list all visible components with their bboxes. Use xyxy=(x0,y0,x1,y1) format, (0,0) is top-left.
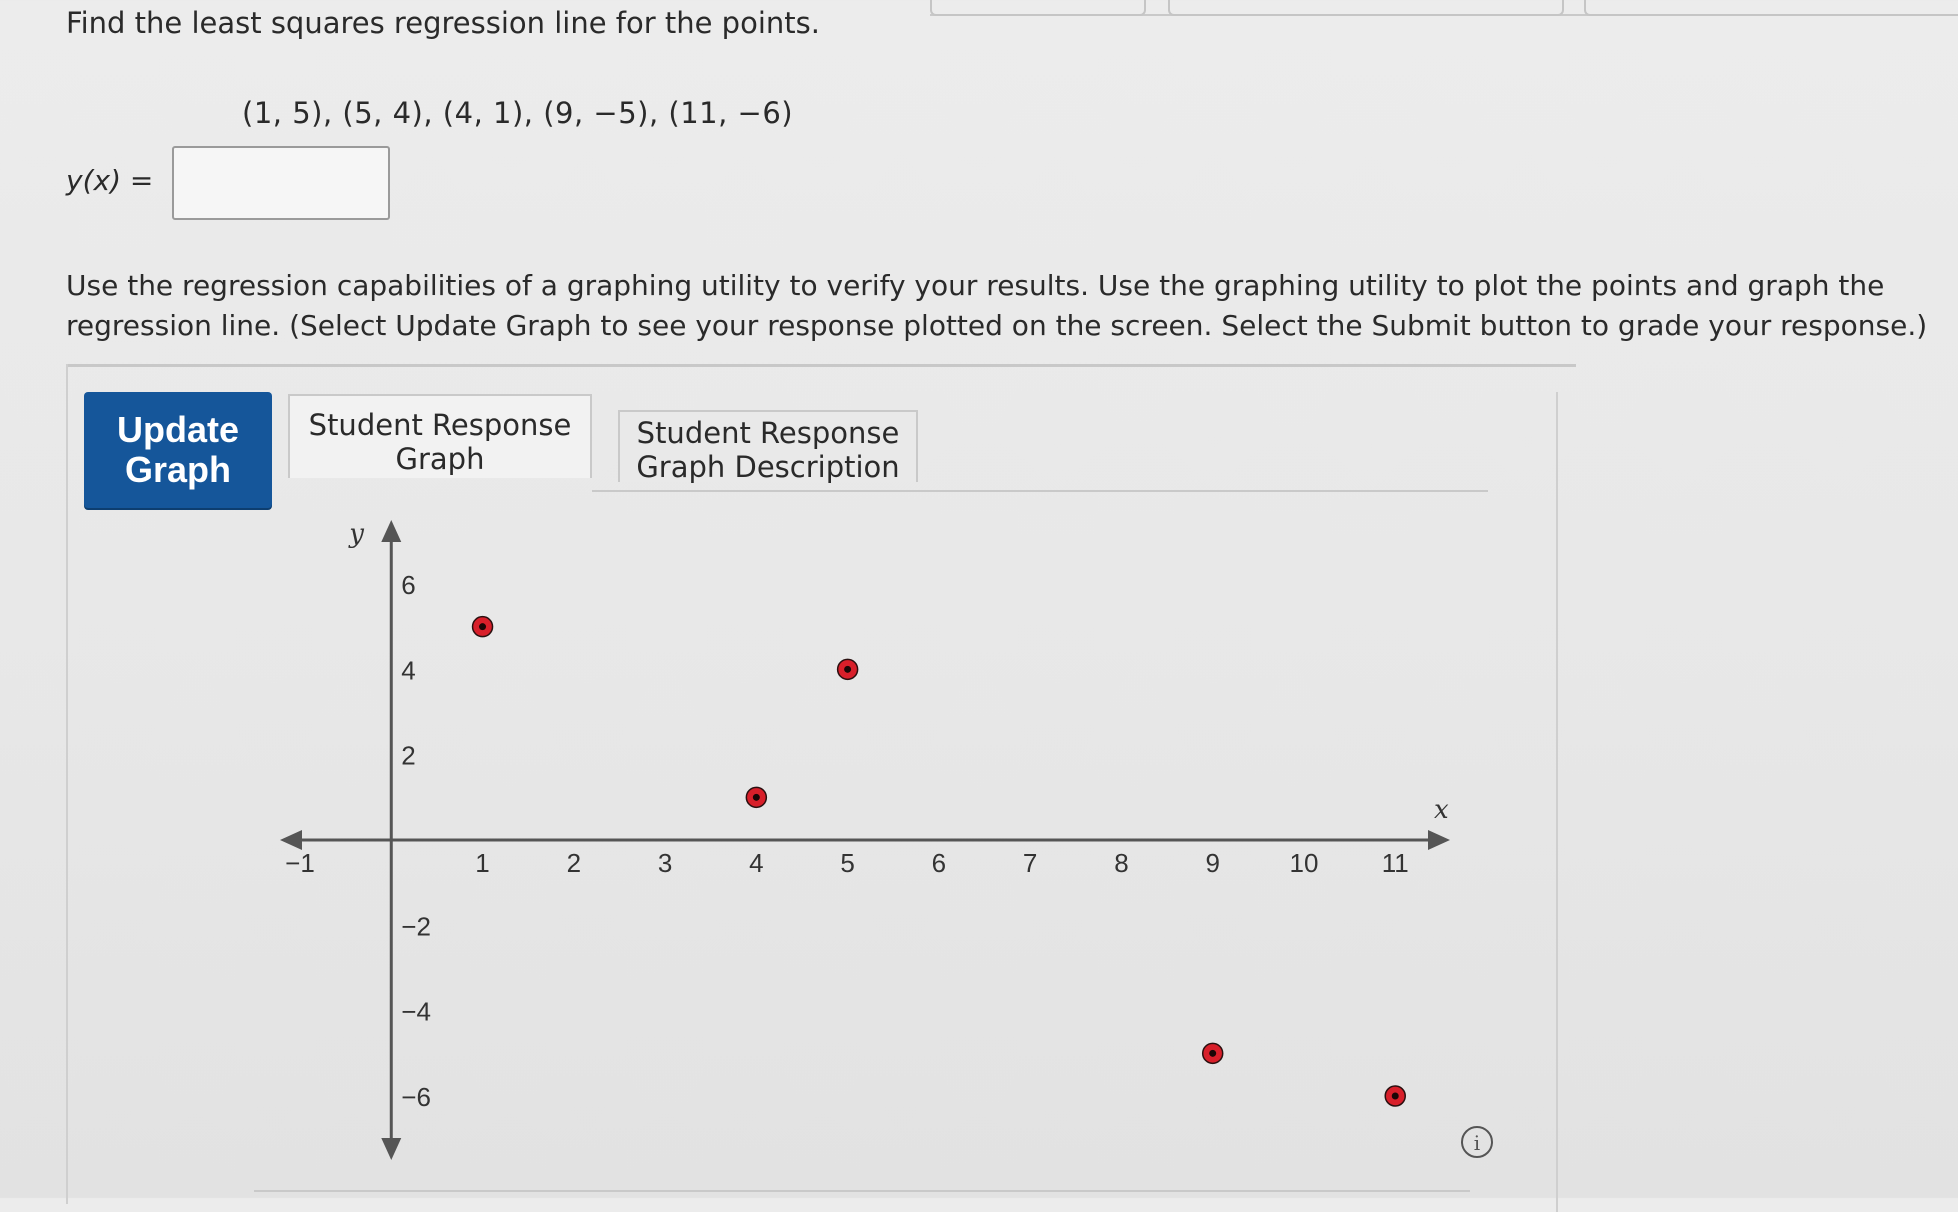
x-tick-label: 2 xyxy=(566,848,582,878)
data-point-center xyxy=(1209,1050,1216,1057)
y-tick-label: −6 xyxy=(401,1082,431,1112)
top-tab-outline xyxy=(930,0,1146,16)
x-tick-label: 11 xyxy=(1381,848,1409,878)
function-name: y(x) xyxy=(66,164,121,197)
y-axis-arrow-up xyxy=(381,520,401,542)
x-axis-label: x xyxy=(1434,795,1449,825)
x-tick-label: −1 xyxy=(285,848,315,878)
points-list: (1, 5), (5, 4), (4, 1), (9, −5), (11, −6) xyxy=(242,96,794,130)
panel-border xyxy=(1556,392,1558,1212)
question-text: Find the least squares regression line for the points. xyxy=(66,6,820,40)
y-tick-label: 2 xyxy=(401,740,416,771)
y-axis-label: y xyxy=(349,519,364,549)
tab-divider xyxy=(592,490,1488,492)
x-tick-label: 4 xyxy=(749,848,764,878)
tab-label: Graph xyxy=(395,442,485,476)
x-tick-label: 3 xyxy=(657,848,673,878)
info-icon[interactable]: i xyxy=(1461,1126,1493,1158)
y-axis-arrow-down xyxy=(381,1138,401,1160)
x-tick-label: 9 xyxy=(1205,848,1220,878)
x-tick-label: 1 xyxy=(475,848,490,878)
tab-graph-description[interactable] xyxy=(618,410,918,482)
regression-answer-input[interactable] xyxy=(172,146,390,220)
x-axis-arrow-left xyxy=(280,830,302,850)
equals-sign: = xyxy=(129,164,154,197)
y-tick-label: −4 xyxy=(401,996,431,1027)
x-tick-label: 8 xyxy=(1114,848,1129,878)
x-tick-label: 5 xyxy=(840,848,855,878)
update-graph-label-2: Graph xyxy=(124,449,231,490)
scatter-plot xyxy=(280,500,1480,1180)
y-tick-label: 4 xyxy=(401,655,416,686)
y-tick-label: −2 xyxy=(401,911,431,942)
data-point-center xyxy=(844,666,851,673)
instructions-text: Use the regression capabilities of a graphing utility to verify your results. Use the graphing utility to plot the points and graph the regression line. (Select Update Graph to see your response plotted on the screen. Select the Submit button to grade your response.) xyxy=(66,269,1928,342)
tab-label: Student Response xyxy=(308,408,572,442)
tab-label: Graph Description xyxy=(636,450,900,484)
top-tab-outline xyxy=(1168,0,1564,16)
x-tick-label: 7 xyxy=(1022,848,1038,878)
tab-label: Student Response xyxy=(636,416,900,450)
data-point-center xyxy=(1392,1093,1399,1100)
top-tab-outline xyxy=(1584,0,1958,16)
data-point-center xyxy=(479,623,486,630)
panel-border xyxy=(66,364,1576,367)
answer-label xyxy=(66,164,153,197)
y-tick-label: 6 xyxy=(401,570,416,600)
update-graph-button[interactable] xyxy=(84,392,272,508)
data-point-center xyxy=(753,794,760,801)
x-axis-arrow-right xyxy=(1428,830,1450,850)
x-tick-label: 6 xyxy=(931,848,947,878)
panel-border xyxy=(66,364,68,1204)
update-graph-label-1: Update xyxy=(116,409,239,450)
panel-bottom-border xyxy=(254,1190,1470,1192)
x-tick-label: 10 xyxy=(1289,848,1319,878)
tab-student-response-graph[interactable] xyxy=(288,394,592,478)
